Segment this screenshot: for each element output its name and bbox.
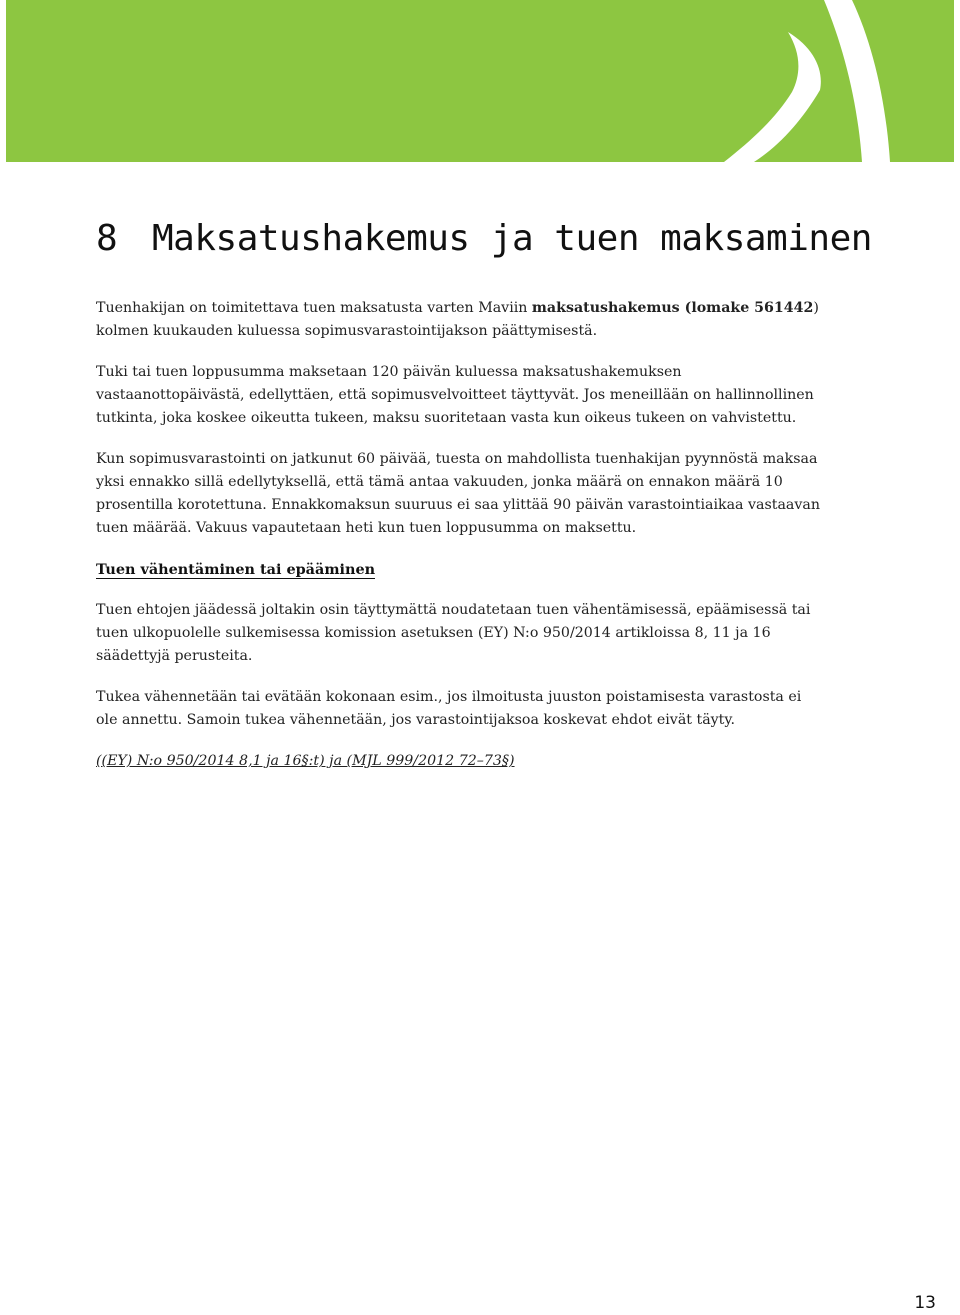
paragraph-text: Tuenhakijan on toimitettava tuen maksatusta varten Maviin xyxy=(96,300,532,316)
chapter-title: Maksatushakemus ja tuen maksaminen xyxy=(152,218,872,259)
paragraph-reduction-examples: Tukea vähennetään tai evätään kokonaan esim., jos ilmoitusta juuston poistamisesta varastosta ei ole annettu. Samoin tukea vähennetään, jos varastointijaksoa koskevat ehdot eivät täyty. xyxy=(96,689,802,728)
section-subheading xyxy=(96,558,826,581)
paragraph-reduction-rules: Tuen ehtojen jäädessä joltakin osin täyttymättä noudatetaan tuen vähentämisessä, epäämisessä tai tuen ulkopuolelle sulkemisessa komission asetuksen (EY) N:o 950/2014 artikloissa 8, 11 ja 16 säädettyjä perusteita. xyxy=(96,602,811,664)
header-banner xyxy=(6,0,954,162)
paragraph-advance: Kun sopimusvarastointi on jatkunut 60 päivää, tuesta on mahdollista tuenhakijan pyynnöstä maksaa yksi ennakko sillä edellytyksellä, että tämä antaa vakuuden, jonka määrä on ennakon määrä 10 prosentilla korotettuna. Ennakkomaksun suuruus ei saa ylittää 90 päivän varastointiaikaa vastaavan tuen määrää. Vakuus vapautetaan heti kun tuen loppusumma on maksettu. xyxy=(96,451,821,536)
legal-reference: ((EY) N:o 950/2014 8,1 ja 16§:t) ja (MJL 999/2012 72–73§) xyxy=(96,753,515,769)
page-content xyxy=(96,218,872,791)
chapter-heading xyxy=(96,218,872,259)
leaf-stroke-right xyxy=(824,0,890,162)
leaf-stroke-left xyxy=(724,32,821,162)
leaf-logo-graphic xyxy=(6,0,954,162)
paragraph-application xyxy=(96,297,826,343)
subheading-text: Tuen vähentäminen tai epääminen xyxy=(96,561,376,578)
form-reference: maksatushakemus (lomake 561442 xyxy=(531,300,814,316)
paragraph-payment: Tuki tai tuen loppusumma maksetaan 120 päivän kuluessa maksatushakemuksen vastaanottopäivästä, edellyttäen, että sopimusvelvoitteet täyttyvät. Jos meneillään on hallinnollinen tutkinta, joka koskee oikeutta tukeen, maksu suoritetaan vasta kun oikeus tukeen on vahvistettu. xyxy=(96,364,814,426)
page-number: 13 xyxy=(914,1293,936,1313)
chapter-number: 8 xyxy=(96,218,118,259)
paragraph-text: ) kolmen kuukauden kuluessa sopimusvarastointijakson päättymisestä. xyxy=(96,300,819,339)
